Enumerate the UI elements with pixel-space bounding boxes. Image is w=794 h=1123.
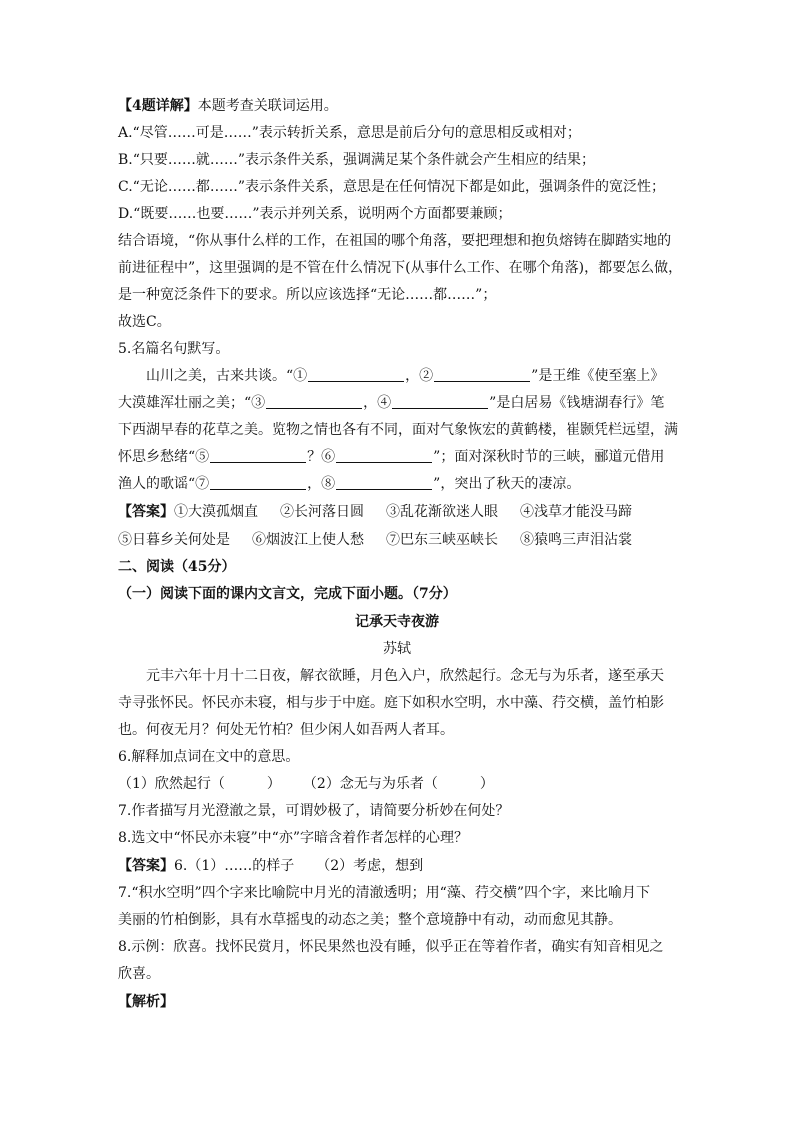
q4-label: 【4题详解】 <box>118 98 198 114</box>
blank-7 <box>210 475 306 490</box>
q5-line-1: 山川之美，古来共谈。“① ，② ”是王维《使至塞上》 <box>146 368 665 384</box>
passage-line-1: 元丰六年十月十二日夜，解衣欲睡，月色入户，欣然起行。念无与为乐者，遂至承天 <box>146 668 664 684</box>
q6-items: （1）欣然起行（ ） （2）念无与为乐者（ ） <box>118 776 494 792</box>
q5-line-5: 渔人的歌谣“⑦ ，⑧ ”，突出了秋天的凄凉。 <box>118 476 581 492</box>
q6-heading: 6.解释加点词在文中的意思。 <box>118 749 300 765</box>
option-b: B.“只要……就……”表示条件关系，强调满足某个条件就会产生相应的结果； <box>118 152 596 168</box>
passage-title: 记承天寺夜游 <box>355 614 439 630</box>
answer-label: 【答案】 <box>118 504 174 520</box>
passage-line-3: 也。何夜无月？何处无竹柏？但少闲人如吾两人者耳。 <box>118 722 454 738</box>
q6-answer: 【答案】6.（1）……的样子 （2）考虑，想到 <box>118 858 424 874</box>
blank-3 <box>266 394 362 409</box>
option-d: D.“既要……也要……”表示并列关系，说明两个方面都要兼顾； <box>118 206 512 222</box>
q8-answer-line-1: 8.示例：欣喜。找怀民赏月，怀民果然也没有睡，似乎正在等着作者，确实有知音相见之 <box>118 939 664 955</box>
context-line-1: 结合语境，“你从事什么样的工作，在祖国的哪个角落，要把理想和抱负熔铸在脚踏实地的 <box>118 233 672 249</box>
passage-author: 苏轼 <box>383 641 411 657</box>
option-a: A.“尽管……可是……”表示转折关系，意思是前后分句的意思相反或相对； <box>118 125 581 141</box>
blank-6 <box>336 448 432 463</box>
blank-8 <box>336 475 432 490</box>
q7-answer-line-1: 7.“积水空明”四个字来比喻院中月光的清澈透明；用“藻、荇交横”四个字，来比喻月下 <box>118 885 650 901</box>
q5-line-3: 下西湖早春的花草之美。览物之情也各有不同，面对气象恢宏的黄鹤楼，崔颢凭栏远望，满 <box>118 422 678 438</box>
answer-label: 【答案】 <box>118 858 174 874</box>
blank-2 <box>434 367 530 382</box>
q5-heading: 5.名篇名句默写。 <box>118 341 230 357</box>
q5-answer-line-1: 【答案】①大漠孤烟直 ②长河落日圆 ③乱花渐欲迷人眼 ④浅草才能没马蹄 <box>118 504 632 520</box>
q7-answer-line-2: 美丽的竹柏倒影，具有水草摇曳的动态之美；整个意境静中有动，动而愈见其静。 <box>118 912 622 928</box>
section-heading: 二、阅读（45分） <box>118 559 236 575</box>
blank-5 <box>210 448 306 463</box>
option-c: C.“无论……都……”表示条件关系，意思是在任何情况下都是如此，强调条件的宽泛性； <box>118 179 665 195</box>
subsection-heading: （一）阅读下面的课内文言文，完成下面小题。（7分） <box>118 586 457 602</box>
q4-topic: 本题考查关联词运用。 <box>197 98 338 114</box>
q4-explanation-heading <box>118 96 678 116</box>
q8-answer-line-2: 欣喜。 <box>118 966 160 982</box>
analysis-label: 【解析】 <box>118 994 174 1010</box>
blank-4 <box>392 394 488 409</box>
q5-answer-line-2: ⑤日暮乡关何处是 ⑥烟波江上使人愁 ⑦巴东三峡巫峡长 ⑧猿鸣三声泪沾裳 <box>118 532 632 548</box>
context-line-2: 前进征程中”，这里强调的是不管在什么情况下(从事什么工作、在哪个角落)，都要怎么做， <box>118 260 683 276</box>
q7-heading: 7.作者描写月光澄澈之景，可谓妙极了，请简要分析妙在何处？ <box>118 803 510 819</box>
q5-line-4: 怀思乡愁绪“⑤ ？⑥ ”；面对深秋时节的三峡，郦道元借用 <box>118 449 665 465</box>
context-line-3: 是一种宽泛条件下的要求。所以应该选择“无论……都……”； <box>118 287 497 303</box>
passage-line-2: 寺寻张怀民。怀民亦未寝，相与步于中庭。庭下如积水空明，水中藻、荇交横，盖竹柏影 <box>118 695 664 711</box>
answer-choice: 故选C。 <box>118 314 171 330</box>
blank-1 <box>308 367 404 382</box>
q5-line-2: 大漠雄浑壮丽之美；“③ ，④ ”是白居易《钱塘湖春行》笔 <box>118 395 665 411</box>
q8-heading: 8.选文中“怀民亦未寝”中“亦”字暗含着作者怎样的心理？ <box>118 830 468 846</box>
